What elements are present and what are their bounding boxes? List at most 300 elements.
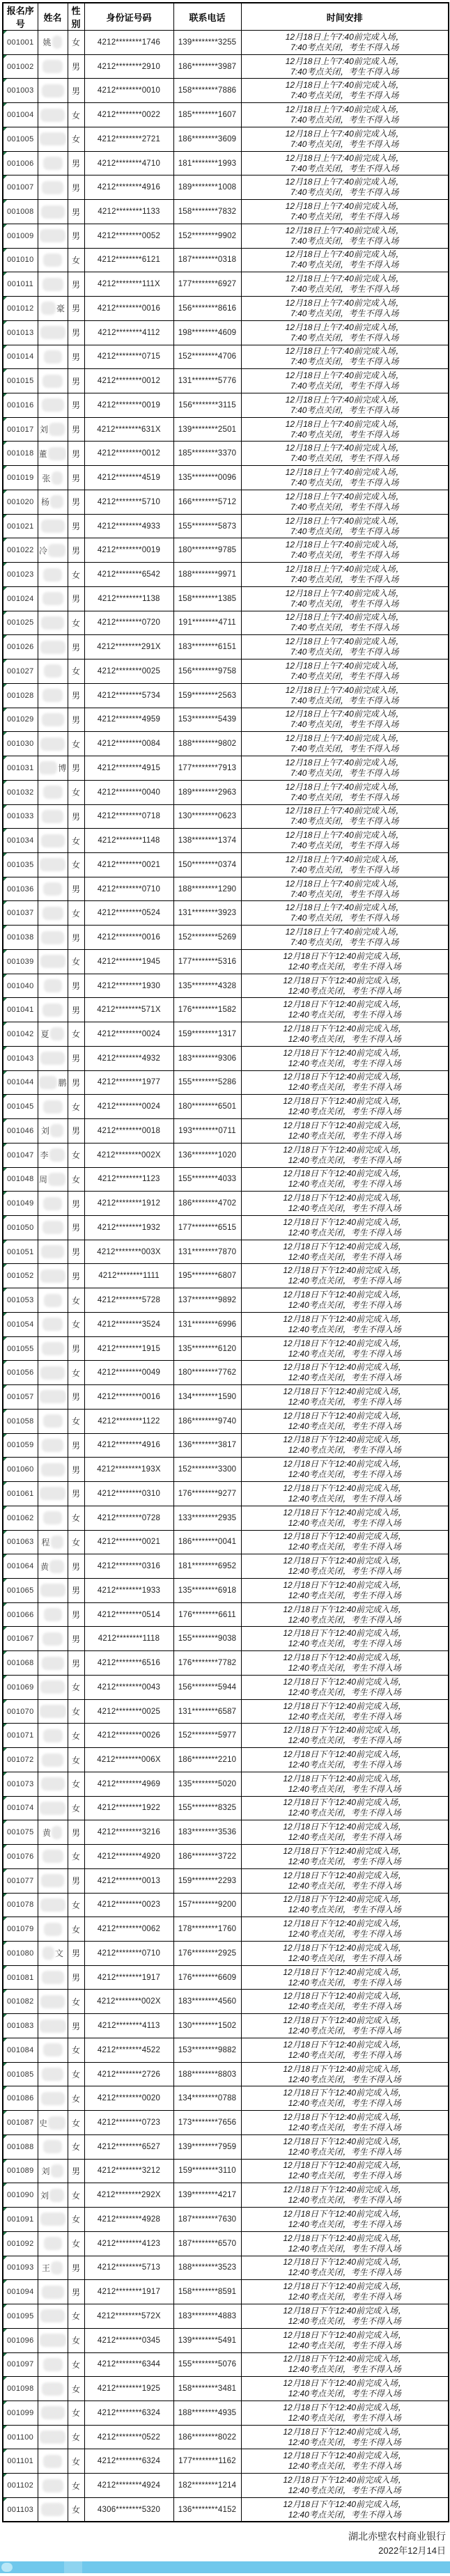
time-line-1: 12月18日上午7:40前完成入场， [285,467,404,478]
excel-corner-flag-icon [3,2086,7,2090]
cell-registration-number [3,2159,38,2183]
cell-name [38,2352,68,2377]
cell-name [38,297,68,321]
time-line-1: 12月18日上午7:40前完成入场， [285,370,404,381]
cell-registration-number [3,272,38,297]
cell-gender: 女 [68,1893,84,1917]
cell-time-arrangement [241,2280,449,2304]
registration-number: 001083 [6,2022,34,2031]
cell-phone: 183********3536 [173,1820,241,1845]
cell-name [38,200,68,224]
excel-corner-flag-icon [3,272,7,276]
registration-number: 001012 [6,304,34,313]
registration-number: 001100 [7,2433,34,2442]
time-line-2: 7:40考点关闭，考生不得入场 [290,937,399,948]
excel-corner-flag-icon [3,1216,7,1219]
time-line-1: 12月18日下午12:40前完成入场， [283,1870,407,1880]
cell-phone: 131********3923 [173,901,241,926]
time-line-2: 12:40考点关闭，考生不得入场 [288,1663,401,1673]
registration-number: 001086 [6,2094,34,2103]
time-line-2: 7:40考点关闭，考生不得入场 [290,501,399,512]
cell-id-number: 4212********0019 [84,538,173,563]
cell-id-number: 4212********002X [84,1990,173,2014]
table-row [3,393,449,418]
cell-registration-number [3,1845,38,1869]
registration-number: 001042 [6,1029,34,1038]
excel-corner-flag-icon [3,2426,7,2429]
cell-registration-number [3,1699,38,1724]
name-visible-prefix: 周 [38,1174,47,1185]
table-row [3,103,449,127]
table-row [3,1506,449,1530]
cell-registration-number [3,1602,38,1627]
cell-time-arrangement [241,2014,449,2038]
cell-time-arrangement [241,2159,449,2183]
table-row [3,1143,449,1167]
excel-corner-flag-icon [3,901,7,905]
excel-corner-flag-icon [3,297,7,300]
time-line-2: 7:40考点关闭，考生不得入场 [290,816,399,827]
table-row [3,31,449,55]
excel-corner-flag-icon [3,515,7,518]
cell-gender: 女 [68,1724,84,1748]
registration-number: 001066 [6,1610,34,1619]
cell-gender: 女 [68,1699,84,1724]
cell-id-number: 4212********6516 [84,1651,173,1676]
cell-registration-number [3,1675,38,1699]
name-redaction-blur [50,1027,64,1040]
excel-corner-flag-icon [3,1482,7,1485]
registration-number: 001030 [6,740,34,749]
cell-name [38,345,68,369]
time-line-2: 12:40考点关闭，考生不得入场 [288,1107,401,1117]
table-row [3,1699,449,1724]
cell-gender: 男 [68,79,84,103]
name-redaction-blur [43,1197,62,1210]
table-row [3,1336,449,1361]
name-redaction-blur [50,495,63,508]
cell-gender: 男 [68,1868,84,1893]
time-line-1: 12月18日上午7:40前完成入场， [285,854,404,864]
registration-number: 001031 [6,763,34,772]
cell-name [38,586,68,611]
cell-id-number: 4212********6324 [84,2401,173,2425]
cell-time-arrangement [241,1119,449,1143]
cell-registration-number [3,151,38,175]
time-line-1: 12月18日下午12:40前完成入场， [283,2378,407,2389]
name-redaction-blur [40,2212,65,2226]
excel-corner-flag-icon [3,829,7,832]
cell-registration-number [3,442,38,466]
cell-time-arrangement [241,1820,449,1845]
table-row [3,1627,449,1651]
cell-time-arrangement [241,490,449,514]
cell-time-arrangement [241,1917,449,1942]
name-redaction-blur [41,1874,64,1887]
excel-corner-flag-icon [3,1820,7,1824]
time-line-1: 12月18日下午12:40前完成入场， [283,2354,407,2364]
name-redaction-blur [43,1100,63,1114]
table-row [3,611,449,635]
cell-id-number: 4212********0522 [84,2425,173,2449]
cell-gender: 女 [68,103,84,127]
table-row [3,1748,449,1772]
excel-corner-flag-icon [3,224,7,228]
excel-corner-flag-icon [3,877,7,881]
cell-id-number: 4212********0016 [84,926,173,950]
registration-number: 001013 [6,328,34,337]
cell-id-number: 4212********0020 [84,2086,173,2111]
table-row [3,248,449,272]
roster-table [2,2,449,2522]
time-line-1: 12月18日下午12:40前完成入场， [283,999,407,1010]
cell-id-number: 4212********0019 [84,393,173,418]
cell-time-arrangement [241,2183,449,2208]
cell-phone: 176********1582 [173,998,241,1022]
name-redaction-blur [48,447,66,460]
cell-name [38,442,68,466]
excel-corner-flag-icon [3,1288,7,1292]
cell-id-number: 4212********1915 [84,1336,173,1361]
cell-name [38,1458,68,1482]
time-line-1: 12月18日上午7:40前完成入场， [285,878,404,889]
cell-name [38,1240,68,1264]
cell-gender: 男 [68,926,84,950]
time-line-1: 12月18日上午7:40前完成入场， [285,394,404,405]
name-redaction-blur [42,1946,54,1960]
time-line-2: 12:40考点关闭，考生不得入场 [288,1832,401,1843]
cell-registration-number [3,683,38,708]
cell-gender: 男 [68,974,84,998]
table-row [3,1022,449,1047]
name-redaction-blur [41,1245,64,1258]
name-redaction-blur [51,2261,63,2274]
table-row [3,1868,449,1893]
cell-phone: 155********9038 [173,1627,241,1651]
cell-name [38,2280,68,2304]
time-line-2: 12:40考点关闭，考生不得入场 [288,1033,401,1044]
cell-registration-number [3,2208,38,2232]
cell-gender: 女 [68,1990,84,2014]
cell-phone: 186********3722 [173,1845,241,1869]
cell-time-arrangement [241,1361,449,1385]
cell-id-number: 4212********571X [84,998,173,1022]
cell-registration-number [3,659,38,684]
excel-corner-flag-icon [3,2135,7,2139]
name-redaction-blur [49,1148,65,1162]
cell-phone: 193********0711 [173,1119,241,1143]
cell-phone: 180********9785 [173,538,241,563]
cell-name [38,1482,68,1506]
time-line-2: 12:40考点关闭，考生不得入场 [288,2316,401,2326]
registration-number: 001102 [7,2481,34,2490]
cell-time-arrangement [241,1724,449,1748]
cell-registration-number [3,1095,38,1119]
table-row [3,1385,449,1410]
cell-phone: 158********1385 [173,586,241,611]
excel-corner-flag-icon [3,1772,7,1776]
registration-number: 001050 [6,1223,34,1232]
time-line-1: 12月18日下午12:40前完成入场， [283,2185,407,2195]
cell-time-arrangement [241,586,449,611]
excel-corner-flag-icon [3,79,7,82]
cell-id-number: 4212********5710 [84,490,173,514]
cell-registration-number [3,2038,38,2062]
cell-phone: 182********1214 [173,2474,241,2498]
scrollbar-thumb[interactable] [1,2563,13,2572]
registration-number: 001021 [6,522,34,531]
cell-registration-number [3,79,38,103]
name-redaction-blur [42,2382,63,2396]
time-line-2: 7:40考点关闭，考生不得入场 [290,357,399,367]
cell-time-arrangement [241,2086,449,2111]
cell-id-number: 4212********0062 [84,1917,173,1942]
name-visible-prefix: 姚 [42,38,52,48]
cell-name [38,514,68,538]
cell-phone: 187********0318 [173,248,241,272]
cell-time-arrangement [241,272,449,297]
cell-time-arrangement [241,1167,449,1192]
time-line-1: 12月18日下午12:40前完成入场， [283,2329,407,2340]
cell-gender: 女 [68,2062,84,2086]
table-row [3,563,449,587]
table-row [3,1990,449,2014]
cell-id-number: 4212********1148 [84,829,173,853]
cell-phone: 136********4152 [173,2497,241,2522]
time-line-2: 7:40考点关闭，考生不得入场 [290,575,399,585]
cell-phone: 189********1008 [173,175,241,200]
cell-id-number: 4212********0024 [84,1022,173,1047]
table-row [3,1264,449,1288]
cell-gender: 女 [68,1095,84,1119]
registration-number: 001037 [6,909,34,918]
time-line-1: 12月18日上午7:40前完成入场， [285,781,404,792]
cell-name [38,1215,68,1240]
cell-gender: 女 [68,2208,84,2232]
time-line-2: 12:40考点关闭，考生不得入场 [288,1977,401,1988]
excel-corner-flag-icon [3,2401,7,2405]
registration-number: 001099 [6,2408,34,2417]
cell-registration-number [3,2086,38,2111]
cell-gender: 男 [68,635,84,659]
time-line-2: 12:40考点关闭，考生不得入场 [288,1396,401,1407]
cell-phone: 186********2210 [173,1748,241,1772]
cell-time-arrangement [241,1192,449,1216]
table-row [3,1675,449,1699]
cell-name [38,1893,68,1917]
cell-name [38,393,68,418]
table-row [3,2449,449,2474]
table-row [3,1579,449,1603]
excel-corner-flag-icon [3,2160,7,2163]
cell-time-arrangement [241,2425,449,2449]
time-line-2: 12:40考点关闭，考生不得入场 [288,1445,401,1455]
table-row [3,151,449,175]
cell-gender: 女 [68,949,84,974]
cell-id-number: 4212********0023 [84,1893,173,1917]
time-line-1: 12月18日下午12:40前完成入场， [283,1579,407,1590]
registration-number: 001044 [6,1078,34,1087]
cell-id-number: 4212********0012 [84,369,173,393]
registration-number: 001041 [6,1006,34,1015]
cell-registration-number [3,1288,38,1313]
cell-time-arrangement [241,1699,449,1724]
excel-corner-flag-icon [3,1047,7,1050]
cell-phone: 152********5269 [173,926,241,950]
cell-time-arrangement [241,1602,449,1627]
table-row [3,1361,449,1385]
cell-id-number: 4212********631X [84,417,173,442]
cell-id-number: 4212********4522 [84,2038,173,2062]
cell-registration-number [3,1965,38,1990]
cell-id-number: 4212********0026 [84,1724,173,1748]
cell-registration-number [3,635,38,659]
cell-time-arrangement [241,345,449,369]
cell-name [38,1361,68,1385]
cell-gender: 女 [68,2497,84,2522]
cell-id-number: 4212********1133 [84,200,173,224]
cell-registration-number [3,1990,38,2014]
cell-gender: 女 [68,2183,84,2208]
cell-name [38,2304,68,2329]
excel-corner-flag-icon [3,2183,7,2187]
registration-number: 001022 [6,546,34,555]
cell-name [38,804,68,829]
cell-phone: 180********7762 [173,1361,241,1385]
name-redaction-blur [40,1270,65,1283]
cell-time-arrangement [241,780,449,804]
cell-gender: 男 [68,345,84,369]
cell-id-number: 4212********1925 [84,2377,173,2401]
cell-phone: 187********6570 [173,2231,241,2256]
time-line-2: 7:40考点关闭，考生不得入场 [290,478,399,488]
table-row [3,2062,449,2086]
cell-name [38,1651,68,1676]
cell-id-number: 4212********0013 [84,1868,173,1893]
time-line-1: 12月18日下午12:40前完成入场， [283,1991,407,2001]
registration-number: 001098 [6,2384,34,2394]
registration-number: 001010 [6,256,34,265]
cell-id-number: 4212********6324 [84,2449,173,2474]
cell-name [38,2474,68,2498]
cell-phone: 176********2925 [173,1942,241,1966]
name-redaction-blur [42,84,64,97]
name-redaction-blur [42,1004,63,1017]
time-line-1: 12月18日下午12:40前完成入场， [283,1653,407,1663]
cell-phone: 156********8616 [173,297,241,321]
cell-time-arrangement [241,1868,449,1893]
registration-number: 001064 [6,1562,34,1571]
cell-phone: 158********7832 [173,200,241,224]
registration-number: 001101 [7,2457,34,2466]
cell-time-arrangement [241,2401,449,2425]
name-visible-suffix: 豪 [56,304,65,314]
cell-name [38,1772,68,1796]
cell-id-number: 4212********1917 [84,1965,173,1990]
registration-number: 001029 [6,715,34,724]
horizontal-scrollbar[interactable] [0,2561,450,2573]
cell-phone: 131********6587 [173,1699,241,1724]
cell-phone: 183********4560 [173,1990,241,2014]
name-visible-prefix: 刘 [40,1126,49,1137]
registration-number: 001015 [6,377,34,386]
excel-corner-flag-icon [3,249,7,252]
cell-gender: 男 [68,683,84,708]
issuer-signature: 湖北赤壁农村商业银行 [348,2531,446,2542]
name-redaction-blur [40,1584,65,1597]
cell-gender: 男 [68,1458,84,1482]
cell-time-arrangement [241,224,449,248]
name-redaction-blur [41,1777,65,1790]
name-redaction-blur [50,1124,63,1137]
cell-phone: 188********8803 [173,2062,241,2086]
cell-name [38,1288,68,1313]
table-row [3,1820,449,1845]
cell-id-number: 4212********006X [84,1748,173,1772]
cell-phone: 188********3523 [173,2256,241,2280]
registration-number: 001053 [6,1296,34,1305]
excel-corner-flag-icon [3,1603,7,1607]
cell-gender: 男 [68,393,84,418]
table-row [3,1433,449,1458]
time-line-1: 12月18日下午12:40前完成入场， [283,1919,407,1929]
cell-registration-number [3,2425,38,2449]
cell-id-number: 4212********002X [84,1143,173,1167]
cell-registration-number [3,175,38,200]
cell-name [38,877,68,901]
roster-table-body [3,31,449,2522]
table-row [3,804,449,829]
cell-id-number: 4212********0710 [84,877,173,901]
time-line-2: 12:40考点关闭，考生不得入场 [288,1469,401,1480]
time-line-2: 12:40考点关闭，考生不得入场 [288,1880,401,1891]
excel-corner-flag-icon [3,1869,7,1873]
cell-id-number: 4212********0052 [84,224,173,248]
cell-time-arrangement [241,1530,449,1554]
registration-number: 001047 [6,1150,34,1160]
name-redaction-blur [43,1511,62,1524]
cell-registration-number [3,54,38,79]
cell-time-arrangement [241,1046,449,1070]
time-line-1: 12月18日下午12:40前完成入场， [283,2233,407,2243]
cell-id-number: 4212********0514 [84,1602,173,1627]
time-line-1: 12月18日下午12:40前完成入场， [283,1241,407,1251]
cell-phone: 159********2293 [173,1868,241,1893]
cell-id-number: 4212********4112 [84,320,173,345]
name-redaction-blur [43,568,62,581]
cell-time-arrangement [241,708,449,732]
registration-number: 001023 [6,570,34,579]
time-line-1: 12月18日上午7:40前完成入场， [285,201,404,211]
cell-registration-number [3,1192,38,1216]
excel-corner-flag-icon [3,974,7,978]
cell-name [38,1312,68,1336]
cell-gender: 女 [68,1506,84,1530]
excel-corner-flag-icon [3,2304,7,2308]
time-line-1: 12月18日下午12:40前完成入场， [283,1556,407,1566]
cell-phone: 133********2935 [173,1506,241,1530]
cell-registration-number [3,1917,38,1942]
cell-registration-number [3,1458,38,1482]
cell-id-number: 4212********4969 [84,1772,173,1796]
cell-registration-number [3,1167,38,1192]
table-row [3,514,449,538]
cell-time-arrangement [241,151,449,175]
cell-name [38,1965,68,1990]
table-row [3,1724,449,1748]
cell-registration-number [3,901,38,926]
cell-time-arrangement [241,1095,449,1119]
